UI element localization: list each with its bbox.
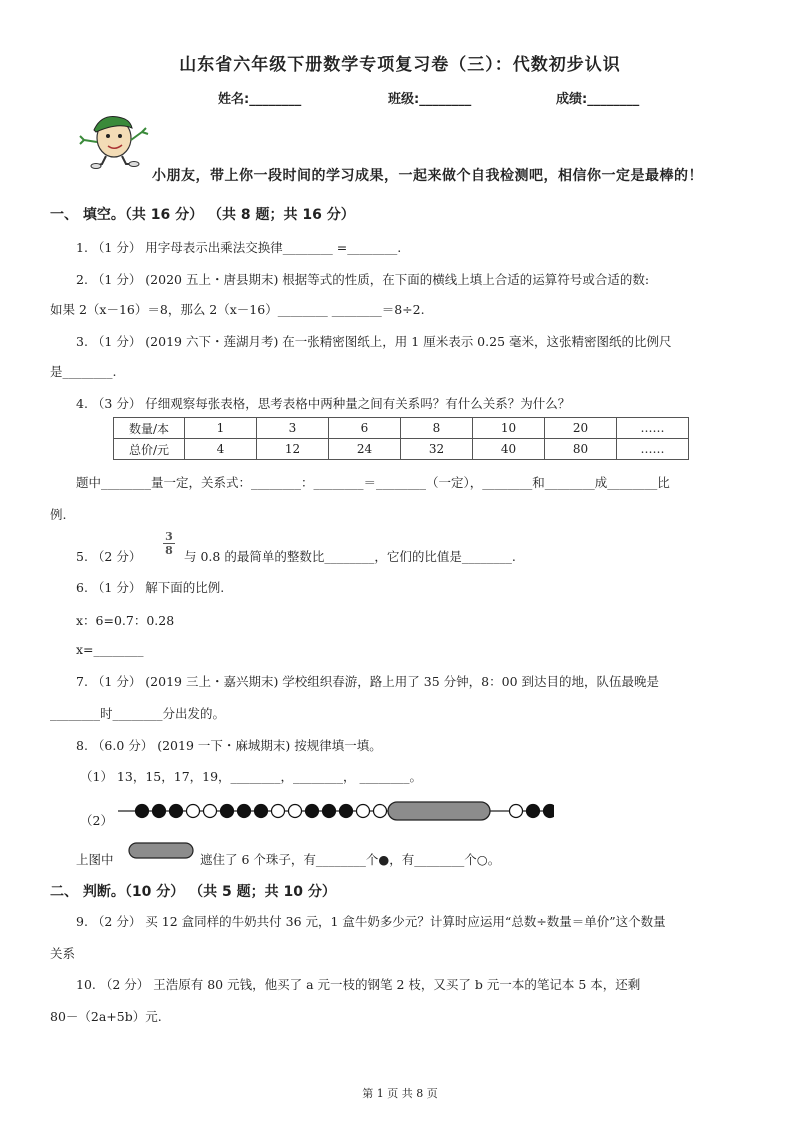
question-10-line1: 10. （2 分） 王浩原有 80 元钱，他买了 a 元一枝的钢笔 2 枝，又买了 b 元一本的笔记本 5 本，还剩 [76,977,641,992]
white-bead [272,805,285,818]
white-bead [357,805,370,818]
question-8-text-b: 遮住了 6 个珠子，有________个●，有________个○。 [200,852,501,867]
table-cell: …… [617,439,689,460]
black-bead [544,805,555,818]
question-5-text: 与 0.8 的最简单的整数比________，它们的比值是________. [184,549,516,564]
question-9-line2: 关系 [50,946,76,961]
question-8-part1: （1） 13，15，17，19，________，________， ________。 [80,769,423,784]
question-7-line2: ________时________分出发的。 [50,706,226,721]
table-cell: 3 [257,418,329,439]
question-1: 1. （1 分） 用字母表示出乘法交换律________ =________. [76,240,402,255]
question-5-prefix: 5. （2 分） [76,549,142,564]
question-2-line2: 如果 2（x－16）＝8，那么 2（x－16）________ ________＝8÷2. [50,302,425,317]
class-field: 班级:________ [388,92,472,107]
bead-cover-icon [128,842,194,859]
table-cell: 1 [185,418,257,439]
table-cell: 4 [185,439,257,460]
question-4-line3: 例. [50,507,67,522]
white-bead [374,805,387,818]
table-cell: 32 [401,439,473,460]
black-bead [136,805,149,818]
bead-string-figure [118,798,554,824]
table-cell: 8 [401,418,473,439]
question-7-line1: 7. （1 分） (2019 三上・嘉兴期末) 学校组织春游，路上用了 35 分钟，8：00 到达目的地，队伍最晚是 [76,674,659,689]
black-bead [170,805,183,818]
question-3-line2: 是________. [50,364,117,379]
question-4-line1: 4. （3 分） 仔细观察每张表格，思考表格中两种量之间有关系吗？有什么关系？为什么？ [76,396,571,411]
table-cell: 12 [257,439,329,460]
bead-cover [388,802,490,820]
black-bead [306,805,319,818]
section-2-heading: 二、 判断。（10 分） （共 5 题；共 10 分） [50,884,336,900]
table-cell: 总价/元 [114,439,185,460]
question-4-table [113,417,689,460]
table-row [114,418,689,439]
fraction-three-eighths [163,531,175,556]
black-bead [221,805,234,818]
question-8-line1: 8. （6.0 分） (2019 一下・麻城期末) 按规律填一填。 [76,738,382,753]
table-row [114,439,689,460]
fraction-numerator: 3 [165,530,173,543]
black-bead [340,805,353,818]
page-footer: 第 1 页 共 8 页 [362,1087,438,1100]
table-cell: 6 [329,418,401,439]
white-bead [510,805,523,818]
question-8-part2-label: （2） [80,813,113,828]
white-bead [187,805,200,818]
black-bead [527,805,540,818]
mascot-image [78,110,150,170]
table-cell: 10 [473,418,545,439]
table-cell: 数量/本 [114,418,185,439]
question-10-line2: 80－（2a+5b）元. [50,1009,162,1024]
table-cell: 80 [545,439,617,460]
score-field: 成绩:________ [556,92,640,107]
white-bead [204,805,217,818]
table-cell: …… [617,418,689,439]
white-bead [289,805,302,818]
black-bead [153,805,166,818]
question-4-line2: 题中________量一定，关系式：________：________＝________（一定），________和________成________比 [76,475,670,490]
question-9-line1: 9. （2 分） 买 12 盒同样的牛奶共付 36 元，1 盒牛奶多少元？计算时应运用“总数÷数量＝单价”这个数量 [76,914,666,929]
table-cell: 24 [329,439,401,460]
table-cell: 40 [473,439,545,460]
question-2-line1: 2. （1 分） (2020 五上・唐县期末) 根据等式的性质，在下面的横线上填上合适的运算符号或合适的数: [76,272,650,287]
question-6-equation: x：6=0.7：0.28 [76,613,175,628]
table-cell: 20 [545,418,617,439]
greeting-text: 小朋友，带上你一段时间的学习成果，一起来做个自我检测吧，相信你一定是最棒的！ [152,168,703,184]
section-1-heading: 一、 填空。（共 16 分） （共 8 题；共 16 分） [50,207,355,223]
question-6-line1: 6. （1 分） 解下面的比例. [76,580,225,595]
black-bead [255,805,268,818]
name-field: 姓名:________ [218,92,302,107]
question-8-text-a: 上图中 [76,852,114,867]
question-3-line1: 3. （1 分） (2019 六下・莲湖月考) 在一张精密图纸上，用 1 厘米表示 0.25 毫米，这张精密图纸的比例尺 [76,334,672,349]
black-bead [323,805,336,818]
fraction-denominator: 8 [165,544,173,557]
black-bead [238,805,251,818]
question-6-answer: x=________ [76,642,144,657]
page-title: 山东省六年级下册数学专项复习卷（三）：代数初步认识 [179,55,621,75]
